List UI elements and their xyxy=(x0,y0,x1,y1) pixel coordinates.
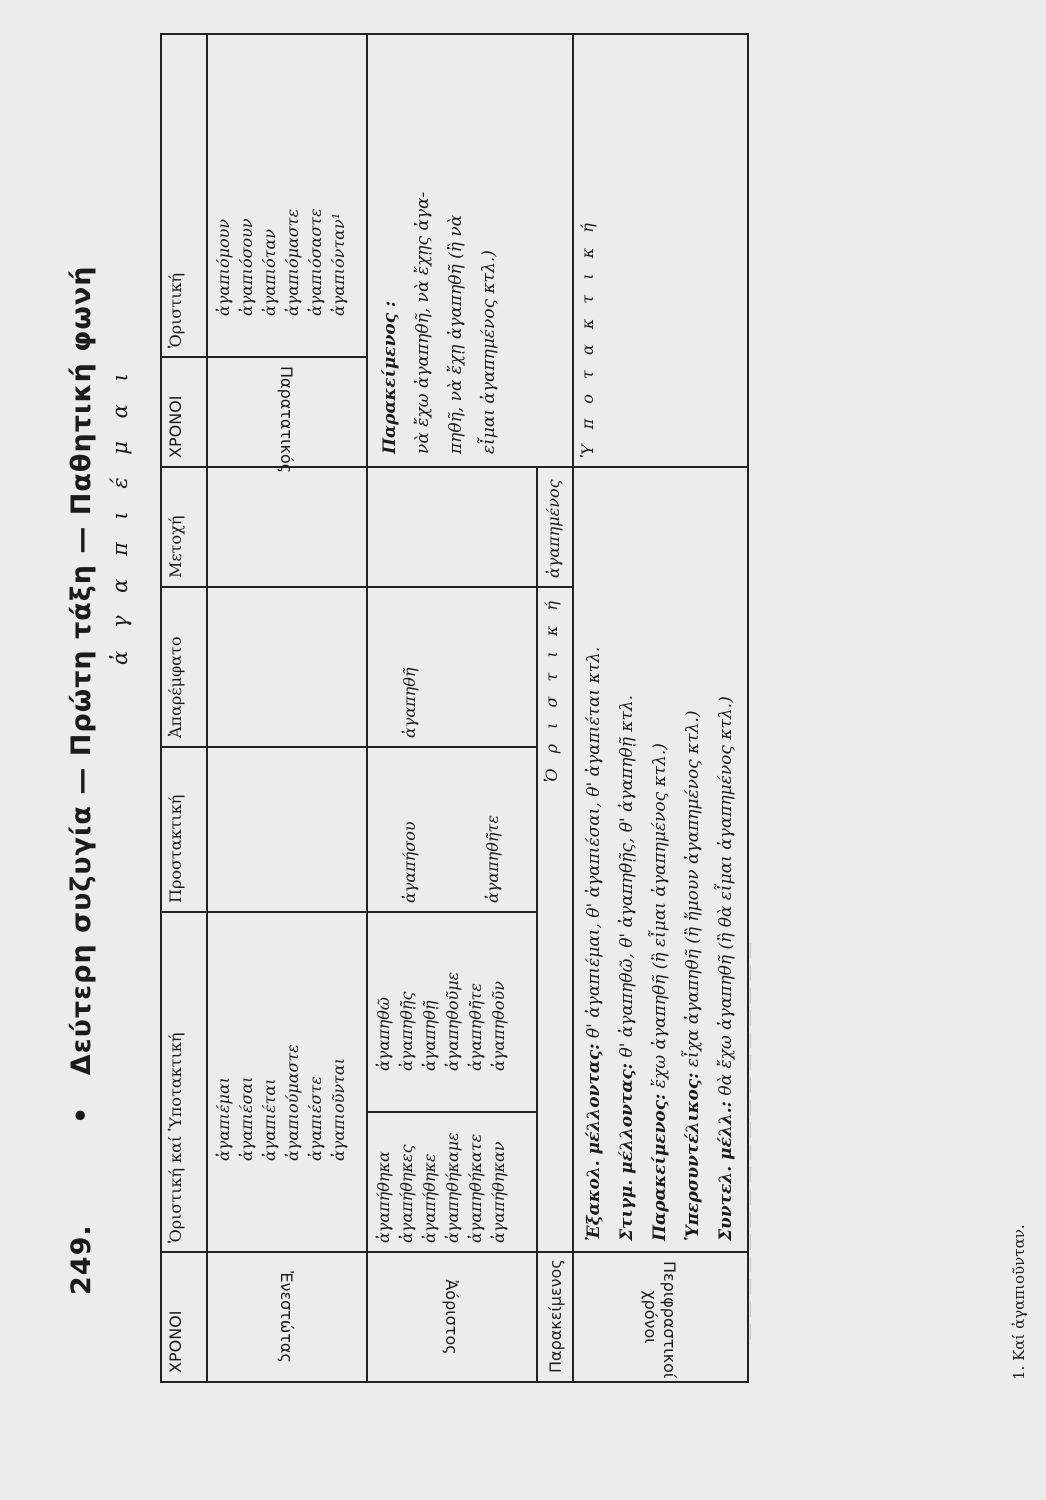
page-number: 249. xyxy=(66,1224,97,1295)
periphrastic-line: Στιγμ. μέλλοντας: θ' ἀγαπηθῶ, θ' ἀγαπηθῇς, θ' ἀγαπηθῇ κτλ. xyxy=(617,694,637,1241)
form: ἀγαπηθῆ xyxy=(400,667,419,738)
form: ἀγαπήθηκαν xyxy=(489,1141,508,1243)
periphrastic-subj-line: νὰ ἔχω ἀγαπηθῆ, νὰ ἔχῃς ἀγα- xyxy=(413,191,433,454)
form: ἀγαπιόσαστε xyxy=(306,208,325,316)
conjugation-table xyxy=(160,33,749,1383)
header-oristiki: Ὁριστική xyxy=(161,34,207,357)
cell-empty xyxy=(207,747,367,912)
ypotaktiki-spaced: Ὑ π ο τ α κ τ ι κ ή xyxy=(578,218,597,458)
form: ἀγαπιόνταν¹ xyxy=(329,212,348,316)
footnote: 1. Καί ἀγαπιοῦνταν. xyxy=(1010,1224,1028,1380)
verb-heading: ἀ γ α π ι έ μ α ι xyxy=(108,365,132,665)
header-prostaktiki: Προστακτική xyxy=(161,747,207,912)
cell-empty xyxy=(207,467,367,587)
form: ἀγαπιέμαι xyxy=(214,1076,233,1161)
form: ἀγαπηθήκαμε xyxy=(443,1132,462,1243)
form: ἀγαπηθοῦν xyxy=(489,981,508,1071)
header-metoxi: Μετοχή xyxy=(161,467,207,587)
parakeimenos-metoxi: ἀγαπημένος xyxy=(537,467,573,587)
form: ἀγαπιόμαστε xyxy=(283,208,302,316)
forms-paratatikos xyxy=(207,34,367,357)
bullet: • xyxy=(66,1105,97,1124)
periphrastic-line: Ὑπερσυντέλικος: εἶχα ἀγαπηθῆ (ἢ ἤμουν ἀγαπημένος κτλ.) xyxy=(683,710,703,1241)
title: Δεύτερη συζυγία — Πρώτη τάξη — Παθητική φωνή xyxy=(66,265,97,1076)
form: ἀγαπιόσουν xyxy=(237,218,256,316)
periphrastic-lines xyxy=(573,467,748,1252)
header-xronoi: ΧΡΟΝΟΙ xyxy=(161,1252,207,1382)
periphrastic-subjunctive xyxy=(367,34,573,467)
form: ἀγαπιοῦνται xyxy=(329,1058,348,1161)
form: ἀγαπηθήκατε xyxy=(466,1133,485,1243)
oristiki-spaced-label xyxy=(537,587,573,1252)
form: ἀγαπηθῆτε xyxy=(466,983,485,1071)
label-parakeimenos: Παρακείμενος xyxy=(537,1252,573,1382)
label-periphrastic: Περιφραστικοί χρόνοι xyxy=(573,1252,748,1382)
periphrastic-line: Συντελ. μέλλ.: θὰ ἔχω ἀγαπηθῆ (ἢ θὰ εἶμαι ἀγαπημένος κτλ.) xyxy=(716,696,736,1241)
form: ἀγαπήθηκε xyxy=(420,1153,439,1243)
cell-empty xyxy=(367,467,537,587)
header-aparemfato: Ἀπαρέμφατο xyxy=(161,587,207,747)
label-enestotas: Ἐνεστώτας xyxy=(207,1252,367,1382)
forms-aoristos-prostaktiki xyxy=(367,747,537,912)
periphrastic-line: Παρακείμενος: ἔχω ἀγαπηθῆ (ἢ εἶμαι ἀγαπημένος κτλ.) xyxy=(650,743,670,1241)
periphrastic-subj-title: Παρακείμενος : xyxy=(380,300,400,454)
header-row xyxy=(161,34,207,1382)
row-enestotas xyxy=(207,34,367,1382)
section-heading xyxy=(66,195,97,1295)
periphrastic-subj-line: πηθῆ, νὰ ἔχῃ ἀγαπηθῆ (ἢ νὰ xyxy=(446,214,466,454)
periphrastic-subj-block xyxy=(374,47,506,454)
form: ἀγαπιέστε xyxy=(306,1076,325,1161)
bleed-through-text: — — — — — — — — — — — — — — — — — — xyxy=(740,942,760,1340)
forms-enestotas xyxy=(207,912,367,1252)
forms-aoristos-oristiki xyxy=(367,1112,537,1252)
header-oristiki-ypotaktiki: Ὁριστική καί Ὑποτακτική xyxy=(161,912,207,1252)
form: ἀγαπιόταν xyxy=(260,229,279,316)
form: ἀγαπιέσαι xyxy=(237,1076,256,1161)
oristiki-spaced: Ὁ ρ ι σ τ ι κ ή xyxy=(542,596,561,783)
form: ἀγαπηθῆτε xyxy=(483,815,502,903)
form: ἀγαπιέται xyxy=(260,1078,279,1161)
form: ἀγαπήσου xyxy=(400,821,419,903)
cell-empty xyxy=(207,587,367,747)
form: ἀγαπηθῶ xyxy=(374,997,393,1071)
row-aoristos xyxy=(367,34,537,1382)
header-xronoi-2: ΧΡΟΝΟΙ xyxy=(161,357,207,467)
label-paratatikos: Παρατατικός xyxy=(207,357,367,467)
form: ἀγαπηθῇς xyxy=(397,991,416,1071)
form: ἀγαπηθοῦμε xyxy=(443,971,462,1071)
form: ἀγαπιούμαστε xyxy=(283,1044,302,1161)
ypotaktiki-spaced-label xyxy=(573,34,748,467)
form: ἀγαπιόμουν xyxy=(214,218,233,316)
form: ἀγαπηθῇ xyxy=(420,1000,439,1071)
label-aoristos: Ἀόριστος xyxy=(367,1252,537,1382)
form: ἀγαπήθηκες xyxy=(397,1144,416,1243)
periphrastic-subj-line: εἶμαι ἀγαπημένος κτλ.) xyxy=(479,250,499,454)
form: ἀγαπήθηκα xyxy=(374,1151,393,1243)
row-periphrastic xyxy=(573,34,748,1382)
forms-aoristos-ypotaktiki xyxy=(367,912,537,1112)
forms-aoristos-aparemfato xyxy=(367,587,537,747)
periphrastic-line: Ἐξακολ. μέλλοντας: θ' ἀγαπιέμαι, θ' ἀγαπιέσαι, θ' ἀγαπιέται κτλ. xyxy=(584,646,604,1241)
periphrastic-block xyxy=(578,478,743,1241)
